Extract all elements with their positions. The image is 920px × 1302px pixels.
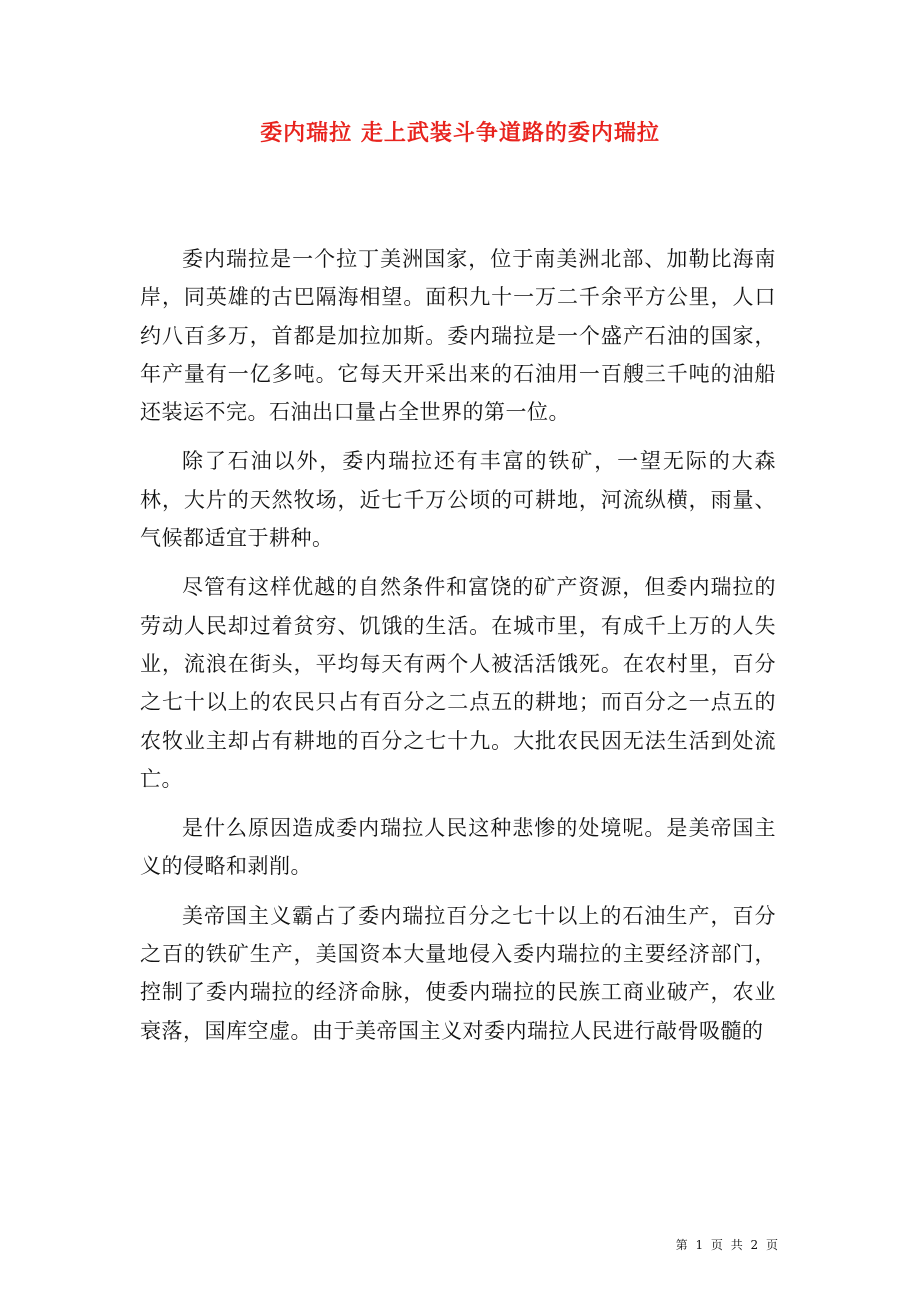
- page-number: 第 1 页 共 2 页: [675, 1238, 780, 1252]
- paragraph: 除了石油以外，委内瑞拉还有丰富的铁矿，一望无际的大森林，大片的天然牧场，近七千万公顷的可耕地，河流纵横，雨量、气候都适宜于耕种。: [140, 449, 776, 551]
- paragraph: 委内瑞拉是一个拉丁美洲国家，位于南美洲北部、加勒比海南岸，同英雄的古巴隔海相望。面积九十一万二千余平方公里，人口约八百多万，首都是加拉加斯。委内瑞拉是一个盛产石油的国家，年产量有一亿多吨。它每天开采出来的石油用一百艘三千吨的油船还装运不完。石油出口量占全世界的第一位。: [140, 247, 776, 425]
- document-body: [140, 240, 776, 1061]
- paragraph: 美帝国主义霸占了委内瑞拉百分之七十以上的石油生产，百分之百的铁矿生产，美国资本大量地侵入委内瑞拉的主要经济部门，控制了委内瑞拉的经济命脉，使委内瑞拉的民族工商业破产，农业衰落，国库空虚。由于美帝国主义对委内瑞拉人民进行敲骨吸髓的: [140, 903, 776, 1043]
- paragraph: 是什么原因造成委内瑞拉人民这种悲惨的处境呢。是美帝国主义的侵略和剥削。: [140, 816, 776, 879]
- paragraph: 尽管有这样优越的自然条件和富饶的矿产资源，但委内瑞拉的劳动人民却过着贫穷、饥饿的生活。在城市里，有成千上万的人失业，流浪在街头，平均每天有两个人被活活饿死。在农村里，百分之七十以上的农民只占有百分之二点五的耕地；而百分之一点五的农牧业主却占有耕地的百分之七十九。大批农民因无法生活到处流亡。: [140, 575, 776, 791]
- document-title: 委内瑞拉 走上武装斗争道路的委内瑞拉: [260, 120, 660, 146]
